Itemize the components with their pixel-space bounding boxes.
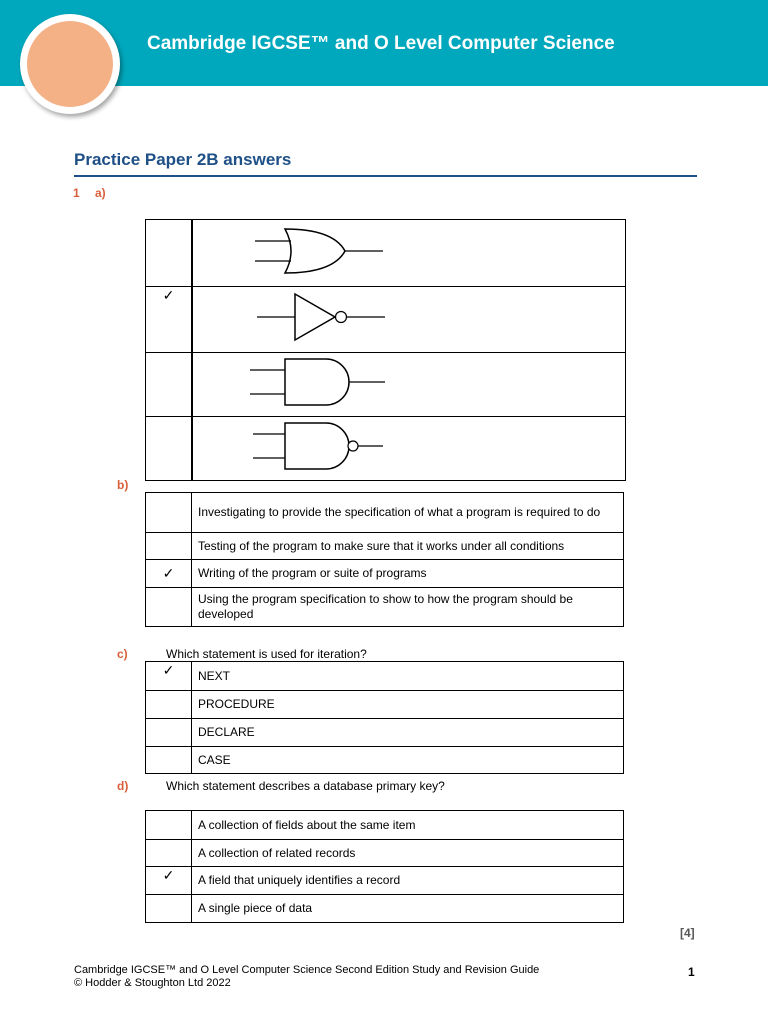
option-text: A collection of fields about the same item bbox=[192, 811, 624, 840]
option-text: Testing of the program to make sure that it works under all conditions bbox=[192, 533, 624, 560]
part-d-label: d) bbox=[117, 779, 129, 793]
gate-row bbox=[146, 287, 626, 353]
tick-cell bbox=[146, 493, 192, 533]
tick-cell bbox=[146, 895, 192, 923]
option-text: A collection of related records bbox=[192, 840, 624, 867]
tick-cell bbox=[146, 417, 193, 481]
tick-cell: ✓ bbox=[146, 662, 192, 691]
tick-cell bbox=[146, 747, 192, 774]
part-d-table bbox=[145, 810, 624, 923]
or-gate-icon bbox=[193, 221, 393, 281]
part-c-label: c) bbox=[117, 647, 128, 661]
part-c-table bbox=[145, 661, 624, 774]
table-row bbox=[146, 533, 624, 560]
option-text: CASE bbox=[192, 747, 624, 774]
table-row bbox=[146, 840, 624, 867]
option-text: A field that uniquely identifies a record bbox=[192, 867, 624, 895]
table-row bbox=[146, 662, 624, 691]
option-text: Investigating to provide the specification of what a program is required to do bbox=[192, 493, 624, 533]
table-row bbox=[146, 493, 624, 533]
option-text: A single piece of data bbox=[192, 895, 624, 923]
footer-line-2: © Hodder & Stoughton Ltd 2022 bbox=[74, 977, 231, 989]
part-a-label: a) bbox=[95, 186, 106, 200]
tick-cell bbox=[146, 220, 193, 287]
tick-cell bbox=[146, 588, 192, 627]
tick-cell bbox=[146, 811, 192, 840]
and-gate-icon bbox=[193, 353, 393, 411]
tick-cell: ✓ bbox=[146, 560, 192, 588]
part-c-question: Which statement is used for iteration? bbox=[166, 647, 367, 661]
part-b-table bbox=[145, 492, 624, 627]
header-title: Cambridge IGCSE™ and O Level Computer Science bbox=[147, 33, 615, 54]
option-text: Using the program specification to show to how the program should be developed bbox=[192, 588, 624, 627]
gate-row bbox=[146, 220, 626, 287]
page-number: 1 bbox=[688, 965, 695, 979]
not-gate-icon bbox=[193, 287, 393, 347]
table-row bbox=[146, 895, 624, 923]
title-divider bbox=[74, 175, 697, 177]
table-row bbox=[146, 588, 624, 627]
table-row bbox=[146, 747, 624, 774]
gate-row bbox=[146, 417, 626, 481]
table-row bbox=[146, 691, 624, 719]
footer-line-1: Cambridge IGCSE™ and O Level Computer Science Second Edition Study and Revision Guide bbox=[74, 964, 540, 976]
page-title: Practice Paper 2B answers bbox=[74, 150, 292, 169]
tick-cell bbox=[146, 353, 193, 417]
marks-total: [4] bbox=[680, 926, 695, 940]
option-text: PROCEDURE bbox=[192, 691, 624, 719]
footer bbox=[74, 964, 539, 990]
part-b-label: b) bbox=[117, 478, 129, 492]
option-text: NEXT bbox=[192, 662, 624, 691]
tick-cell bbox=[146, 533, 192, 560]
option-text: DECLARE bbox=[192, 719, 624, 747]
gate-row bbox=[146, 353, 626, 417]
table-row bbox=[146, 719, 624, 747]
tick-cell bbox=[146, 840, 192, 867]
part-d-question: Which statement describes a database primary key? bbox=[166, 779, 445, 793]
tick-cell bbox=[146, 691, 192, 719]
question-number: 1 bbox=[73, 186, 80, 200]
tick-cell: ✓ bbox=[146, 867, 192, 895]
table-row bbox=[146, 811, 624, 840]
tick-cell bbox=[146, 719, 192, 747]
table-row bbox=[146, 867, 624, 895]
logo-circle-fill bbox=[27, 21, 113, 107]
nand-gate-icon bbox=[193, 417, 393, 475]
gates-table bbox=[145, 219, 626, 481]
table-row bbox=[146, 560, 624, 588]
option-text: Writing of the program or suite of programs bbox=[192, 560, 624, 588]
tick-cell: ✓ bbox=[146, 287, 193, 353]
